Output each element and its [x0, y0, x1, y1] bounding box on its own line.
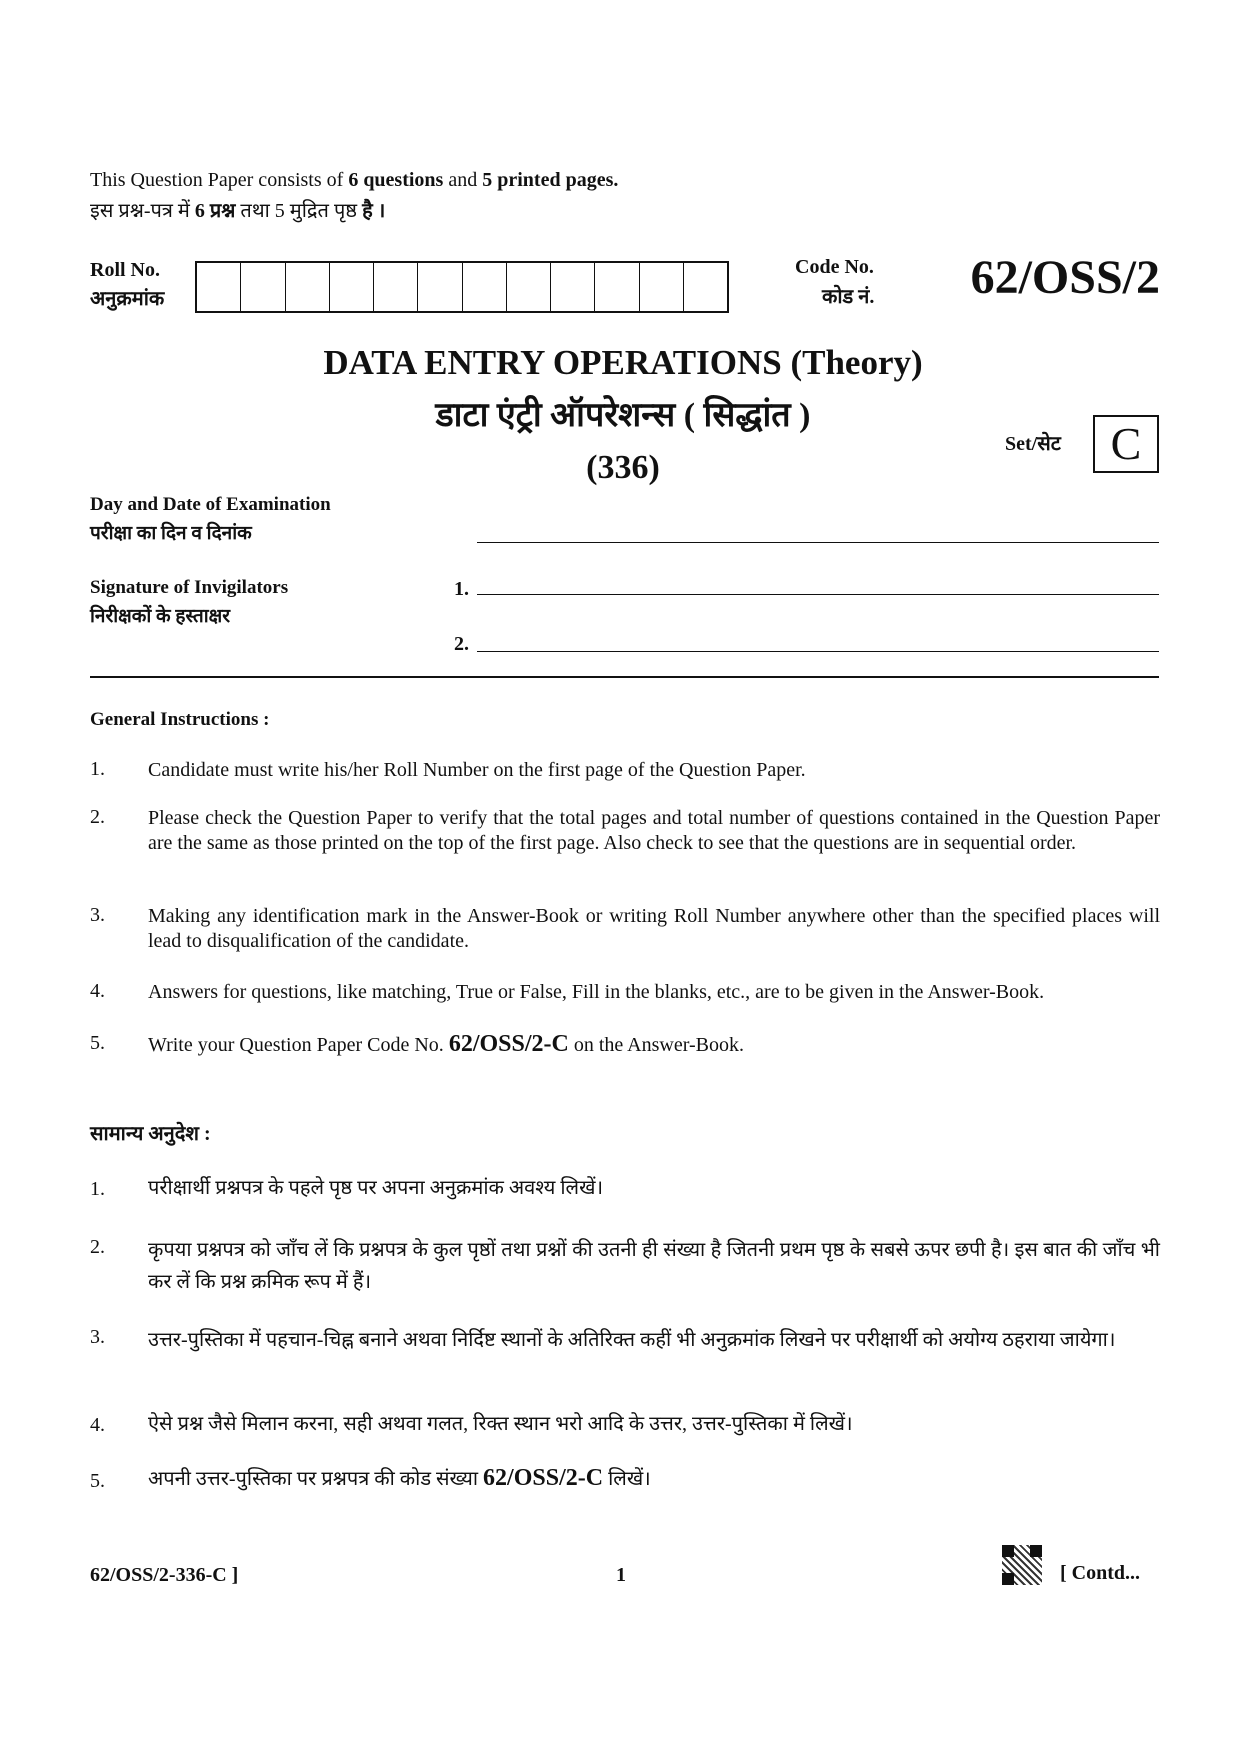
exam-date-line[interactable] — [477, 542, 1159, 543]
roll-box[interactable] — [418, 263, 462, 311]
roll-number-boxes[interactable] — [195, 261, 729, 313]
roll-label-hindi: अनुक्रमांक — [90, 288, 165, 310]
instruction-number: 5. — [90, 1032, 105, 1054]
title-hindi: डाटा एंट्री ऑपरेशन्स ( सिद्धांत ) — [435, 397, 811, 434]
roll-box[interactable] — [507, 263, 551, 311]
roll-box[interactable] — [197, 263, 241, 311]
instruction-number: 1. — [90, 758, 105, 780]
roll-box[interactable] — [595, 263, 639, 311]
roll-box[interactable] — [241, 263, 285, 311]
instruction-text-hindi — [148, 1466, 1160, 1492]
instruction-text: Answers for questions, like matching, True or False, Fill in the blanks, etc., are to be given in the Answer-Book. — [148, 981, 1045, 1003]
info-text: इस प्रश्न-पत्र में — [90, 200, 195, 222]
page-number: 1 — [616, 1564, 626, 1586]
invigilator-2-line[interactable] — [477, 651, 1159, 652]
code-value: 62/OSS/2 — [970, 251, 1160, 304]
instruction-number: 2. — [90, 806, 105, 828]
instruction-text-hindi: ऐसे प्रश्न जैसे मिलान करना, सही अथवा गलत, रिक्त स्थान भरो आदि के उत्तर, उत्तर-पुस्तिका में लिखें। — [148, 1413, 853, 1435]
hindi-instructions-heading: सामान्य अनुदेश : — [90, 1123, 211, 1145]
instruction-text-part: अपनी उत्तर-पुस्तिका पर प्रश्नपत्र की कोड संख्या — [148, 1468, 484, 1490]
instruction-text-hindi: कृपया प्रश्नपत्र को जाँच लें कि प्रश्नपत्र के कुल पृष्ठों तथा प्रश्नों की उतनी ही संख्या है जितनी प्रथम पृष्ठ के सबसे ऊपर छपी है। इस बात की जाँच भी कर लें कि प्रश्न क्रमिक रूप में हैं। — [148, 1239, 1160, 1293]
footer-paper-code: 62/OSS/2-336-C ] — [90, 1564, 239, 1586]
paper-code: 62/OSS/2-C — [448, 1031, 569, 1057]
info-text: and — [443, 169, 483, 191]
paper-code: 62/OSS/2-C — [483, 1465, 604, 1491]
exam-date-label-hindi: परीक्षा का दिन व दिनांक — [90, 523, 252, 544]
instruction-text: Making any identification mark in the Answer-Book or writing Roll Number anywhere other than the specified places will lead to disqualification of the candidate. — [148, 905, 1160, 952]
roll-box[interactable] — [640, 263, 684, 311]
pages-count: 5 printed pages. — [482, 169, 619, 191]
roll-box[interactable] — [684, 263, 727, 311]
info-text: This Question Paper consists of — [90, 169, 349, 191]
instruction-number: 5. — [90, 1470, 105, 1492]
instruction-text: Please check the Question Paper to verify that the total pages and total number of questions contained in the Question Paper are the same as those printed on the top of the first page. Also check to see that the questions are in sequential order. — [148, 807, 1160, 854]
qr-code-icon — [1002, 1545, 1042, 1585]
questions-count: 6 questions — [348, 169, 444, 191]
contd-label: [ Contd... — [1060, 1562, 1141, 1584]
title-english: DATA ENTRY OPERATIONS (Theory) — [323, 343, 923, 382]
invigilator-2-number: 2. — [454, 633, 469, 655]
instruction-text-hindi: परीक्षार्थी प्रश्नपत्र के पहले पृष्ठ पर अपना अनुक्रमांक अवश्य लिखें। — [148, 1177, 604, 1199]
instruction-text-part: लिखें। — [603, 1468, 651, 1490]
code-label-hindi: कोड नं. — [822, 286, 875, 308]
info-text: है । — [362, 200, 386, 222]
divider — [90, 676, 1159, 678]
set-label: Set/सेट — [1005, 433, 1061, 455]
instruction-text: Candidate must write his/her Roll Number on the first page of the Question Paper. — [148, 759, 806, 781]
instruction-number: 4. — [90, 1414, 105, 1436]
set-value: C — [1093, 415, 1159, 473]
instruction-number: 3. — [90, 1326, 105, 1348]
instruction-number: 2. — [90, 1236, 105, 1258]
subject-code: (336) — [586, 449, 660, 486]
roll-box[interactable] — [374, 263, 418, 311]
roll-box[interactable] — [286, 263, 330, 311]
questions-count-hindi: 6 प्रश्न — [194, 200, 236, 222]
code-label: Code No. — [795, 256, 874, 278]
general-instructions-heading: General Instructions : — [90, 709, 270, 730]
instruction-text — [148, 1032, 1160, 1058]
info-text: तथा 5 मुद्रित पृष्ठ — [235, 200, 363, 222]
exam-date-label: Day and Date of Examination — [90, 494, 331, 515]
instruction-number: 3. — [90, 904, 105, 926]
instruction-text-hindi: उत्तर-पुस्तिका में पहचान-चिह्न बनाने अथवा निर्दिष्ट स्थानों के अतिरिक्त कहीं भी अनुक्रमांक लिखने पर परीक्षार्थी को अयोग्य ठहराया जायेगा। — [148, 1329, 1116, 1351]
invigilator-1-number: 1. — [454, 578, 469, 600]
invigilators-label: Signature of Invigilators — [90, 577, 289, 598]
instruction-text-part: Write your Question Paper Code No. — [148, 1034, 449, 1056]
roll-label: Roll No. — [90, 259, 160, 281]
instruction-text-part: on the Answer-Book. — [568, 1034, 744, 1056]
instruction-number: 4. — [90, 980, 105, 1002]
roll-box[interactable] — [330, 263, 374, 311]
invigilator-1-line[interactable] — [477, 594, 1159, 595]
paper-info-hindi — [90, 199, 385, 224]
roll-box[interactable] — [463, 263, 507, 311]
invigilators-label-hindi: निरीक्षकों के हस्ताक्षर — [90, 606, 231, 627]
instruction-number: 1. — [90, 1178, 105, 1200]
roll-box[interactable] — [551, 263, 595, 311]
paper-info-english — [90, 168, 618, 193]
